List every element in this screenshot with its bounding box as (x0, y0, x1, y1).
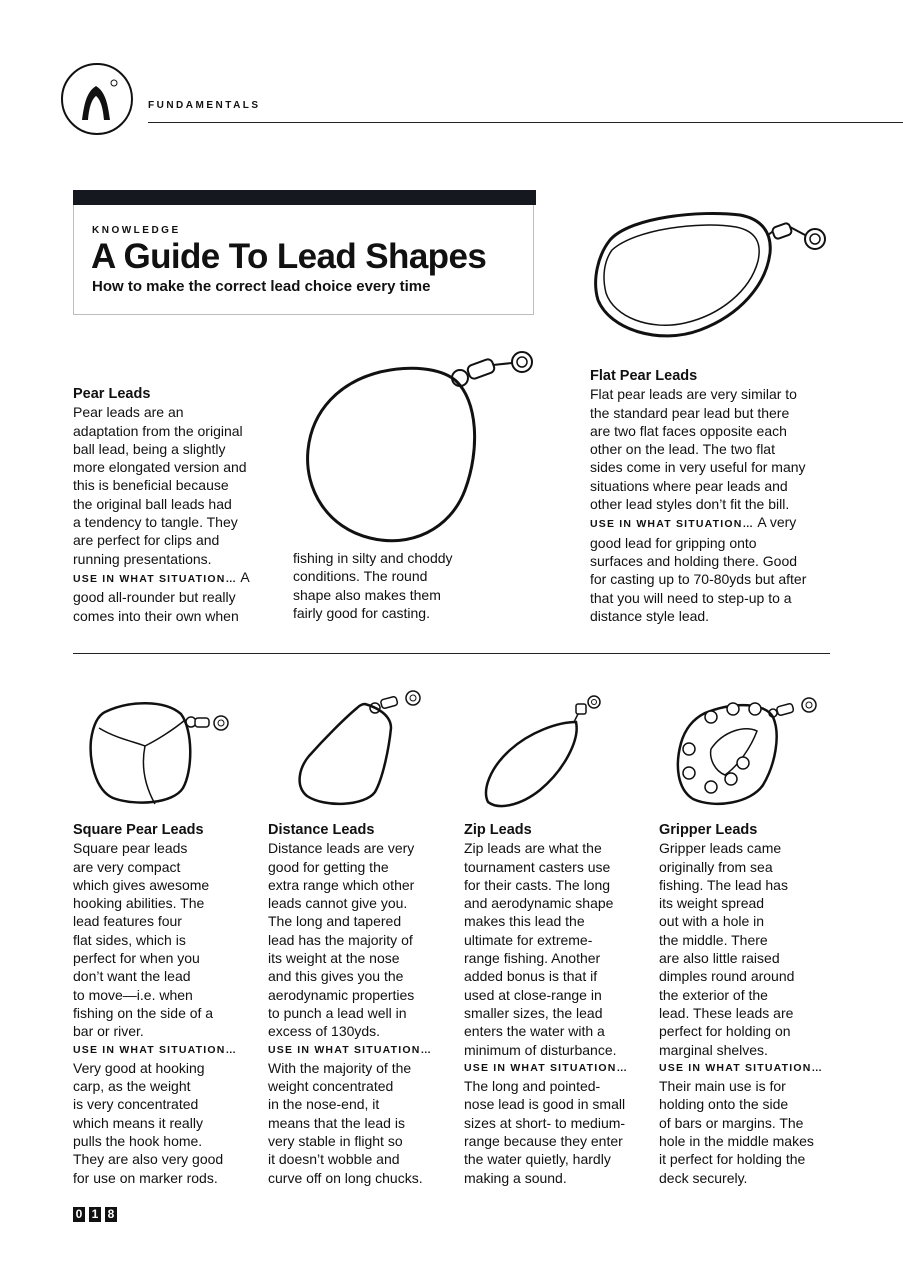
square-pear-line: perfect for when you (73, 950, 200, 967)
pear-line: fairly good for casting. (293, 604, 430, 621)
pear-continued (293, 549, 503, 622)
zip-line: range fishing. Another (464, 950, 601, 967)
pear-line: this is beneficial because (73, 477, 229, 494)
gripper-line: it perfect for holding the (659, 1151, 806, 1168)
square-pear-line: is very concentrated (73, 1096, 199, 1113)
distance-line: aerodynamic properties (268, 986, 415, 1003)
zip-line: smaller sizes, the lead (464, 1004, 603, 1021)
pear-line: the original ball leads had (73, 495, 232, 512)
flat-pear-line: Flat pear leads are very similar to (590, 386, 797, 403)
zip-line: making a sound. (464, 1169, 567, 1186)
gripper-line: deck securely. (659, 1169, 748, 1186)
square-pear-line: which gives awesome (73, 876, 210, 893)
square-pear-line: don’t want the lead (73, 968, 191, 985)
use-label: USE IN WHAT SITUATION… (659, 1061, 824, 1074)
header-divider (148, 122, 903, 123)
pear-line: shape also makes them (293, 586, 441, 603)
distance-line: lead has the majority of (268, 931, 413, 948)
distance-section (268, 821, 458, 1187)
zip-lead-illustration (480, 692, 610, 810)
use-label: USE IN WHAT SITUATION… (464, 1061, 629, 1074)
square-pear-line: fishing on the side of a (73, 1004, 214, 1021)
square-pear-line: Very good at hooking (73, 1059, 205, 1076)
gripper-lead-illustration (675, 695, 825, 813)
square-pear-line: carp, as the weight (73, 1078, 191, 1095)
pear-section (73, 385, 283, 625)
zip-heading: Zip Leads (464, 822, 532, 838)
distance-line: its weight at the nose (268, 950, 400, 967)
flat-pear-line: distance style lead. (590, 607, 710, 624)
pear-line: conditions. The round (293, 568, 428, 585)
gripper-line: dimples round around (659, 968, 795, 985)
distance-line: Distance leads are very (268, 840, 415, 857)
gripper-line: holding onto the side (659, 1096, 789, 1113)
zip-line: ultimate for extreme- (464, 931, 593, 948)
pear-line: a tendency to tangle. They (73, 514, 238, 531)
zip-line: Zip leads are what the (464, 840, 602, 857)
gripper-line: of bars or margins. The (659, 1114, 804, 1131)
flat-pear-line: other on the lead. The two flat (590, 441, 775, 458)
flat-pear-lead-illustration (590, 205, 830, 345)
gripper-line: originally from sea (659, 858, 773, 875)
flat-pear-line: the standard pear lead but there (590, 404, 790, 421)
distance-line: it doesn’t wobble and (268, 1151, 400, 1168)
zip-line: used at close-range in (464, 986, 602, 1003)
gripper-line: out with a hole in (659, 913, 765, 930)
gripper-line: the exterior of the (659, 986, 768, 1003)
square-pear-line: which means it really (73, 1114, 203, 1131)
flat-pear-line: other lead styles don’t fit the bill. (590, 496, 790, 513)
flat-pear-line: surfaces and holding there. Good (590, 552, 798, 569)
square-pear-line: They are also very good (73, 1151, 224, 1168)
square-pear-section (73, 821, 263, 1187)
gripper-heading: Gripper Leads (659, 822, 758, 838)
square-pear-line: pulls the hook home. (73, 1133, 203, 1150)
distance-line: The long and tapered (268, 913, 402, 930)
page-subtitle: How to make the correct lead choice every time (92, 278, 431, 295)
section-label: FUNDAMENTALS (148, 100, 261, 111)
gripper-line: lead. These leads are (659, 1004, 794, 1021)
use-label: USE IN WHAT SITUATION… (73, 1043, 238, 1056)
flat-pear-line: good lead for gripping onto (590, 534, 757, 551)
pear-line: adaptation from the original (73, 422, 243, 439)
square-pear-line: bar or river. (73, 1023, 144, 1040)
section-divider (73, 653, 830, 654)
square-pear-line: for use on marker rods. (73, 1169, 218, 1186)
zip-line: tournament casters use (464, 858, 611, 875)
square-pear-line: Square pear leads (73, 840, 188, 857)
pear-line: good all-rounder but really (73, 589, 236, 606)
flat-pear-section (590, 367, 840, 625)
pear-line: Pear leads are an (73, 404, 184, 421)
square-pear-line: hooking abilities. The (73, 895, 205, 912)
zip-line: enters the water with a (464, 1023, 605, 1040)
pear-line: running presentations. (73, 550, 212, 567)
pear-lead-illustration (300, 350, 540, 550)
zip-line: and aerodynamic shape (464, 895, 614, 912)
kicker: KNOWLEDGE (92, 225, 181, 236)
zip-line: nose lead is good in small (464, 1096, 626, 1113)
gripper-line: Their main use is for (659, 1078, 786, 1095)
gripper-line: are also little raised (659, 950, 780, 967)
gripper-line: fishing. The lead has (659, 876, 788, 893)
square-pear-line: are very compact (73, 858, 181, 875)
zip-line: sizes at short- to medium- (464, 1114, 626, 1131)
distance-lead-illustration (295, 688, 425, 810)
distance-line: With the majority of the (268, 1059, 412, 1076)
title-box (73, 190, 534, 315)
distance-line: very stable in flight so (268, 1133, 403, 1150)
zip-line: added bonus is that if (464, 968, 598, 985)
distance-heading: Distance Leads (268, 822, 375, 838)
distance-line: extra range which other (268, 876, 415, 893)
flat-pear-heading: Flat Pear Leads (590, 368, 698, 384)
square-pear-line: to move—i.e. when (73, 986, 193, 1003)
zip-line: minimum of disturbance. (464, 1041, 617, 1058)
flat-pear-line: are two flat faces opposite each (590, 422, 787, 439)
pear-line: comes into their own when (73, 607, 239, 624)
page-digit: 1 (89, 1207, 101, 1222)
page-number (73, 1207, 117, 1222)
distance-line: and this gives you the (268, 968, 404, 985)
square-pear-heading: Square Pear Leads (73, 822, 204, 838)
page-digit: 0 (73, 1207, 85, 1222)
pear-line: are perfect for clips and (73, 532, 220, 549)
page-title: A Guide To Lead Shapes (91, 237, 487, 276)
gripper-line: Gripper leads came (659, 840, 782, 857)
distance-line: means that the lead is (268, 1114, 405, 1131)
square-pear-line: lead features four (73, 913, 182, 930)
pear-line: more elongated version and (73, 459, 247, 476)
brand-logo (60, 62, 134, 136)
gripper-line: marginal shelves. (659, 1041, 768, 1058)
square-pear-lead-illustration (85, 700, 235, 810)
gripper-line: the middle. There (659, 931, 768, 948)
gripper-line: perfect for holding on (659, 1023, 791, 1040)
pear-line: ball lead, being a slightly (73, 440, 226, 457)
flat-pear-line: that you will need to step-up to a (590, 589, 792, 606)
title-bar (73, 190, 536, 205)
zip-line: makes this lead the (464, 913, 585, 930)
distance-line: weight concentrated (268, 1078, 394, 1095)
flat-pear-use-line: USE IN WHAT SITUATION… A very (590, 514, 797, 531)
flat-pear-line: for casting up to 70-80yds but after (590, 571, 807, 588)
page-digit: 8 (105, 1207, 117, 1222)
distance-line: leads cannot give you. (268, 895, 408, 912)
use-label: USE IN WHAT SITUATION… (73, 572, 238, 585)
zip-section (464, 821, 654, 1187)
flat-pear-line: situations where pear leads and (590, 477, 788, 494)
flat-pear-line: sides come in very useful for many (590, 459, 806, 476)
zip-line: the water quietly, hardly (464, 1151, 611, 1168)
zip-line: for their casts. The long (464, 876, 611, 893)
distance-line: to punch a lead well in (268, 1004, 407, 1021)
pear-heading: Pear Leads (73, 386, 151, 402)
gripper-section (659, 821, 849, 1187)
distance-line: in the nose-end, it (268, 1096, 380, 1113)
distance-line: excess of 130yds. (268, 1023, 381, 1040)
gripper-line: its weight spread (659, 895, 765, 912)
square-pear-line: flat sides, which is (73, 931, 186, 948)
use-label: USE IN WHAT SITUATION… (590, 518, 755, 531)
zip-line: range because they enter (464, 1133, 623, 1150)
pear-line: fishing in silty and choddy (293, 550, 453, 566)
distance-line: good for getting the (268, 858, 389, 875)
pear-use-line: USE IN WHAT SITUATION… A (73, 568, 250, 585)
zip-line: The long and pointed- (464, 1078, 601, 1095)
use-label: USE IN WHAT SITUATION… (268, 1043, 433, 1056)
gripper-line: hole in the middle makes (659, 1133, 814, 1150)
distance-line: curve off on long chucks. (268, 1169, 423, 1186)
